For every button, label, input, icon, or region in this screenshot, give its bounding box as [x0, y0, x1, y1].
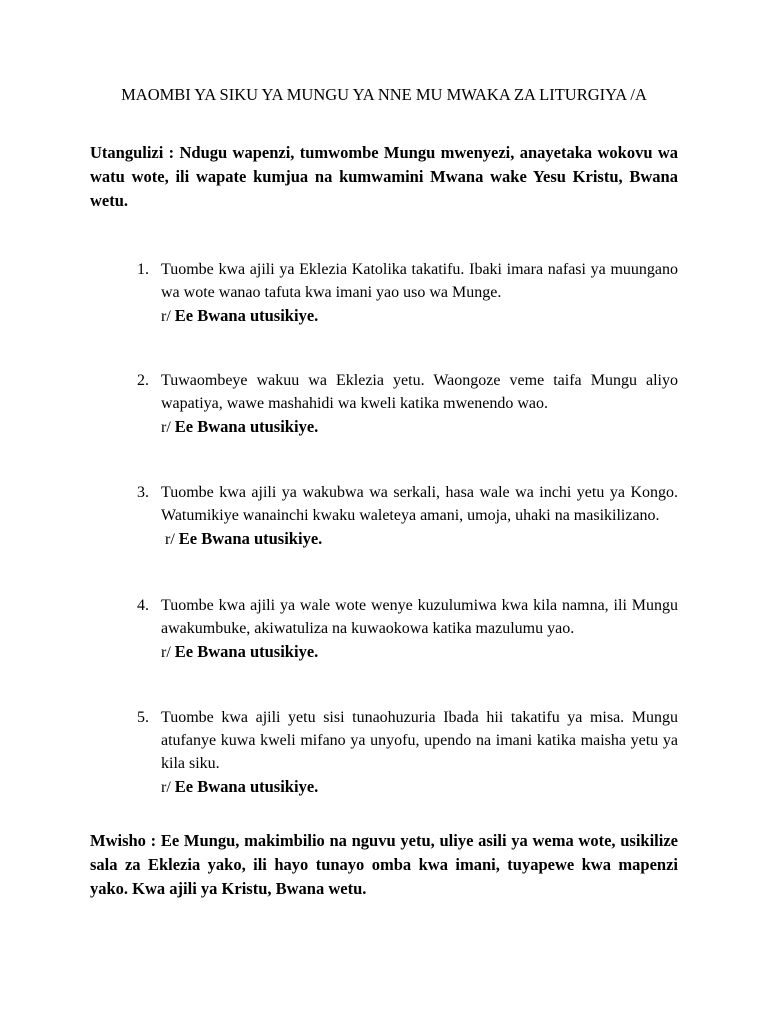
prayer-response: [161, 640, 678, 664]
closing-paragraph: Mwisho : Ee Mungu, makimbilio na nguvu yetu, uliye asili ya wema wote, usikilize sala za Eklezia yako, ili hayo tunayo omba kwa imani, tuyapewe kwa mapenzi yako. Kwa ajili ya Kristu, Bwana wetu.: [90, 831, 678, 898]
prayer-response: [161, 415, 678, 439]
response-prefix: r/: [161, 644, 171, 661]
prayer-number: 3.: [137, 484, 149, 501]
prayer-item-4: [137, 594, 678, 664]
response-text: Ee Bwana utusikiye.: [178, 529, 323, 548]
prayer-text: Tuombe kwa ajili ya wale wote wenye kuzulumiwa kwa kila namna, ili Mungu awakumbuke, akiwatuliza na kuwaokowa katika mazulumu yao.: [161, 597, 678, 637]
introduction-paragraph: [90, 141, 678, 213]
prayer-number: 4.: [137, 597, 149, 614]
prayer-text: Tuombe kwa ajili yetu sisi tunaohuzuria Ibada hii takatifu ya misa. Mungu atufanye kuwa kweli mifano ya unyofu, upendo na imani katika maisha yetu ya kila siku.: [161, 709, 678, 772]
document-title: MAOMBI YA SIKU YA MUNGU YA NNE MU MWAKA ZA LITURGIYA /A: [121, 85, 647, 104]
prayer-text: Tuwaombeye wakuu wa Eklezia yetu. Waongoze veme taifa Mungu aliyo wapatiya, wawe mashahidi wa kweli katika mwenendo wao.: [161, 372, 678, 412]
prayer-item-1: [137, 258, 678, 328]
response-text: Ee Bwana utusikiye.: [174, 777, 319, 796]
prayer-text: Tuombe kwa ajili ya Eklezia Katolika takatifu. Ibaki imara nafasi ya muungano wa wote wanao tafuta kwa imani yao uso wa Munge.: [161, 261, 678, 301]
prayer-response: [161, 775, 678, 799]
prayer-text: Tuombe kwa ajili ya wakubwa wa serkali, hasa wale wa inchi yetu ya Kongo. Watumikiye wanainchi kwaku waleteya amani, umoja, uhaki na masikilizano.: [161, 484, 678, 524]
response-text: Ee Bwana utusikiye.: [174, 642, 319, 661]
prayer-number: 1.: [137, 261, 149, 278]
response-prefix: r/: [165, 531, 175, 548]
prayer-item-5: [137, 706, 678, 799]
prayer-number: 2.: [137, 372, 149, 389]
response-prefix: r/: [161, 779, 171, 796]
prayer-response: [165, 527, 678, 551]
introduction-text: Ndugu wapenzi, tumwombe Mungu mwenyezi, anayetaka wokovu wa watu wote, ili wapate kumjua na kumwamini Mwana wake Yesu Kristu, Bwana wetu.: [90, 143, 678, 210]
prayer-response: [161, 304, 678, 328]
introduction-label: Utangulizi :: [90, 143, 175, 162]
response-text: Ee Bwana utusikiye.: [174, 306, 319, 325]
prayer-number: 5.: [137, 709, 149, 726]
prayer-item-2: [137, 369, 678, 439]
response-prefix: r/: [161, 419, 171, 436]
prayer-item-3: [137, 481, 678, 551]
response-text: Ee Bwana utusikiye.: [174, 417, 319, 436]
response-prefix: r/: [161, 308, 171, 325]
